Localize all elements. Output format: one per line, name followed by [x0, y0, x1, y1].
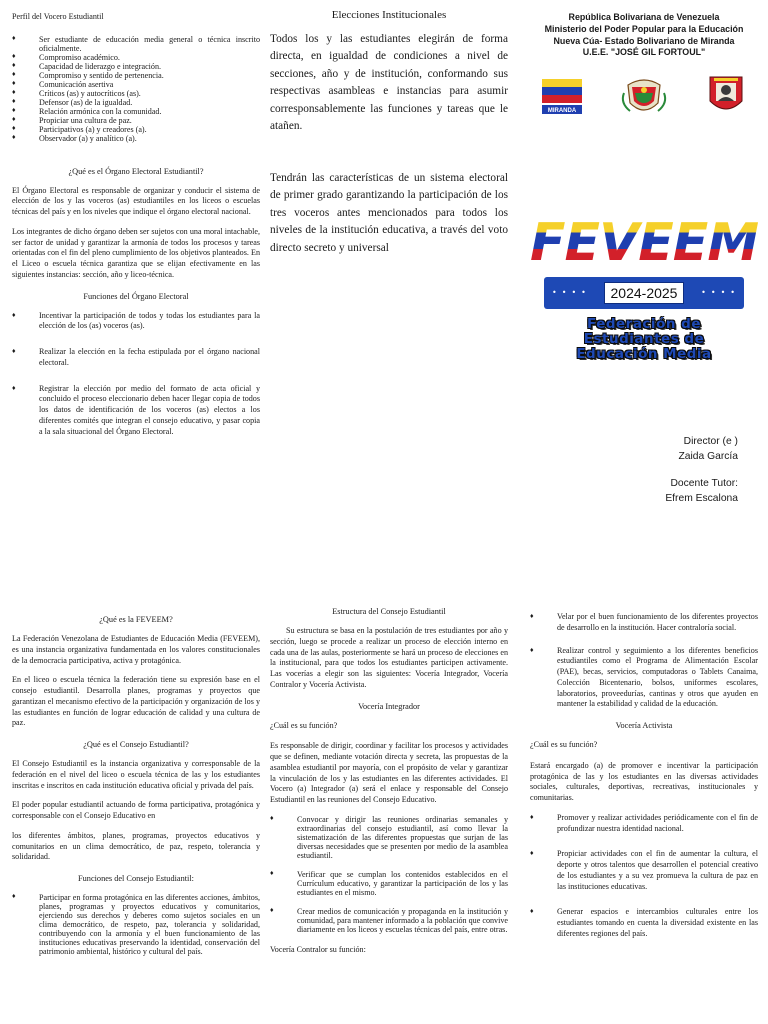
panel-cover — [530, 12, 758, 584]
list-item: ♦ Críticos (as) y autocríticos (as). — [12, 89, 260, 98]
list-item: ♦ Convocar y dirigir las reuniones ordinarias semanales y extraordinarias del consejo estudiantil, así como llevar la sistematización de las diferentes propuestas que surjan de las diversas necesidades que se presenten por medio de la asamblea estudiantil. — [270, 815, 508, 860]
list-item: ♦ Realizar la elección en la fecha estipulada por el órgano nacional electoral. — [12, 347, 260, 369]
list-item: ♦ Propiciar actividades con el fin de aumentar la cultura, el deporte y otros talentos que desarrollen el potencial creativo de los estudiantes y a su vez promueva la cultura de paz en las instituciones educativas. — [530, 849, 758, 892]
logos-row — [536, 71, 752, 121]
federation-name-line: Federación de — [587, 316, 701, 332]
panel-elecciones — [270, 8, 508, 580]
header-line: Nueva Cúa- Estado Bolivariano de Miranda — [553, 35, 735, 46]
consejo-paragraph-2: El poder popular estudiantil actuando de forma participativa, protagónica y corresponsable con el Consejo Educativo en — [12, 800, 260, 821]
year-band — [544, 277, 744, 309]
list-item: ♦ Verificar que se cumplan los contenidos establecidos en el Currículum educativo, y garantizar la participación de los y las estudiantes en el mismo. — [270, 870, 508, 897]
institution-header — [530, 12, 758, 59]
state-shield-logo — [618, 73, 670, 119]
list-item: ♦ Participativos (a) y creadores (a). — [12, 125, 260, 134]
panel-perfil-organo — [12, 12, 260, 584]
funciones-organo-list — [12, 311, 260, 438]
integrador-list — [270, 815, 508, 935]
profile-list — [12, 35, 260, 144]
feveem-paragraph-1: La Federación Venezolana de Estudiantes de Educación Media (FEVEEM), es una instancia organizativa fundamentada en los valores constitucionales de la democracia participativa, activa y protagónica. — [12, 634, 260, 665]
list-item: ♦ Comunicación asertiva — [12, 80, 260, 89]
list-item: ♦ Capacidad de liderazgo e integración. — [12, 62, 260, 71]
list-item: ♦ Compromiso académico. — [12, 53, 260, 62]
school-year: 2024-2025 — [604, 282, 685, 305]
activista-list — [530, 813, 758, 940]
feveem-wordmark: FEVEEM — [530, 213, 758, 273]
funciones-organo-title: Funciones del Órgano Electoral — [83, 291, 189, 301]
tutor-name: Efrem Escalona — [665, 493, 738, 505]
list-item: ♦ Generar espacios e intercambios culturales entre los estudiantes tomando en cuenta la diversidad existente en las diferentes regiones del país. — [530, 907, 758, 939]
miranda-logo-text: MIRANDA — [547, 108, 577, 114]
list-item: ♦ Realizar control y seguimiento a los diferentes beneficios estudiantiles como el Programa de Alimentación Escolar (PAE), becas, servicios, computadoras o Tablets Canaima, Colección Bicentenario, bolsos, uniformes escolares, laboratorios, proveedurías, cantinas y otros que ayuden en mantener la estabilidad y calidad de la educación. — [530, 646, 758, 711]
integrador-title: Vocería Integrador — [358, 701, 420, 711]
federation-name — [530, 317, 758, 362]
activista-question: ¿Cuál es su función? — [530, 740, 598, 750]
elecciones-paragraph-1: Todos los y las estudiantes elegirán de forma directa, en igualdad de condiciones a nivel de secciones, año y de institución, conformando sus respectivas asambleas e instancias para asumir corresponsablemente las funciones y tareas que le atañen. — [270, 32, 508, 133]
list-item: ♦ Crear medios de comunicación y propaganda en la institución y comunidad, para mantener informado a la población que convive diariamente en los liceos y escuelas técnicas del país, entre otras. — [270, 907, 508, 934]
contralor-question: Vocería Contralor su función: — [270, 944, 366, 954]
organo-paragraph-2: Los integrantes de dicho órgano deben ser sujetos con una moral intachable, ser factor de unidad y garantizar la armonía de todos los procesos y tareas orientadas con el fin del pleno cumplimiento de los objetivos planteados. En el Liceo o escuela técnica garantiza que se elijan efectivamente en las siguientes instancias: sección, año y liceo-técnica. — [12, 226, 260, 279]
elecciones-paragraph-2: Tendrán las características de un sistema electoral de primer grado garantizando la participación de los tres voceros antes mencionados para todos los niveles de la institución educativa, a través del voto directo secreto y universal — [270, 171, 508, 254]
header-line: Ministerio del Poder Popular para la Educación — [544, 23, 744, 34]
estructura-title: Estructura del Consejo Estudiantil — [332, 607, 446, 616]
tutor-role: Docente Tutor: — [670, 478, 738, 490]
estructura-paragraph: Su estructura se basa en la postulación de tres estudiantes por año y sección, luego se procede a realizar un proceso de elección interno en cada una de las aulas, posteriormente se hará un proceso de elecciones en la institucional, para que todos los estudiantes participen activamente. Las vocerías a elegir son las siguientes: Vocería Integrador, Vocería Contralor y Vocería Activista. — [270, 626, 508, 689]
integrador-paragraph: Es responsable de dirigir, coordinar y facilitar los procesos y actividades que se definen, mediante votación directa y secreta, las propuestas de la asamblea estudiantil por mayoría, con el propósito de velar y garantizar la vinculación de los y las estudiantes en las diferentes actividades. El Vocero (a) Integrador (a) será el enlace y responsable del Consejo Estudiantil en las reuniones del Consejo Educativo. — [270, 741, 508, 805]
consejo-paragraph-1: El Consejo Estudiantil es la instancia organizativa y corresponsable de la federación en el nivel del liceo o escuela técnica de las y los estudiantes inscritas e inscritos en cada institución educativa oficial y privada del país. — [12, 759, 260, 790]
list-item: ♦ Participar en forma protagónica en las diferentes acciones, ámbitos, planes, programas y proyectos educativos y comunitarios, ejerciendo sus derechos y deberes como sujetos sociales en un clima democrático, de respeto, paz, tolerancia y solidaridad, contribuyendo con la armonía y el buen funcionamiento de las instituciones educativas preservando la identidad, conservación del patrimonio ambiental, histórico y cultural del país. — [12, 893, 260, 956]
miranda-flag-logo — [536, 73, 588, 119]
organo-title: ¿Qué es el Órgano Electoral Estudiantil? — [68, 166, 204, 176]
federation-name-line: Estudiantes de — [583, 331, 705, 348]
staff-credits — [530, 435, 758, 507]
contralor-list — [530, 612, 758, 710]
feveem-logo — [530, 213, 758, 363]
list-item: ♦ Velar por el buen funcionamiento de los diferentes proyectos de desarrollo en la institución. Hacer contraloría social. — [530, 612, 758, 634]
federation-name-line: Educación Media — [576, 346, 712, 363]
list-item: ♦ Compromiso y sentido de pertenencia. — [12, 71, 260, 80]
dots-decoration-left: •••• — [552, 288, 591, 297]
school-crest-logo — [700, 73, 752, 119]
feveem-paragraph-2: En el liceo o escuela técnica la federación tiene su expresión base en el consejo estudiantil. Desarrolla planes, programas y proyectos que garantizan el mecanismo efectivo de la participación y organización de los y las estudiantes en función de lograr educación de calidad y una cultura de paz. — [12, 675, 260, 728]
list-item: ♦ Relación armónica con la comunidad. — [12, 107, 260, 116]
integrador-question: ¿Cuál es su función? — [270, 720, 338, 730]
list-item: ♦ Ser estudiante de educación media general o técnica inscrito oficialmente. — [12, 35, 260, 53]
header-line: República Bolivariana de Venezuela — [568, 12, 720, 22]
list-item: ♦ Observador (a) y analítico (a). — [12, 134, 260, 143]
funciones-consejo-title: Funciones del Consejo Estudiantil: — [78, 874, 194, 884]
header-line: U.E.E. "JOSÉ GIL FORTOUL" — [582, 47, 706, 58]
funciones-consejo-list — [12, 893, 260, 956]
activista-title: Vocería Activista — [615, 721, 673, 730]
list-item: ♦ Propiciar una cultura de paz. — [12, 116, 260, 125]
panel-feveem-consejo — [12, 604, 260, 1024]
director-name: Zaida García — [678, 451, 738, 463]
elecciones-title: Elecciones Institucionales — [331, 9, 447, 21]
panel-estructura — [270, 604, 508, 1024]
activista-paragraph: Estará encargado (a) de promover e incentivar la participación protagónica de las y los estudiantes en las diversas actividades sociales, culturales, deportivas, recreativas, institucionales y comunitarias. — [530, 760, 758, 803]
list-item: ♦ Defensor (as) de la igualdad. — [12, 98, 260, 107]
list-item: ♦ Registrar la elección por medio del formato de acta oficial y concluido el proceso eleccionario deben hacer llegar copia de todos los datos de identificación de los voceros (as) electos a los diferentes comités que integran el consejo educativo, y pasar copia a la sala situacional del Órgano Electoral. — [12, 384, 260, 438]
feveem-question: ¿Qué es la FEVEEM? — [99, 615, 173, 624]
profile-title: Perfil del Vocero Estudiantil — [12, 12, 104, 21]
dots-decoration-right: •••• — [701, 288, 740, 297]
director-role: Director (e ) — [683, 436, 738, 448]
list-item: ♦ Promover y realizar actividades periódicamente con el fin de profundizar nuestra identidad nacional. — [530, 813, 758, 835]
panel-contralor-activista — [530, 612, 758, 1024]
list-item: ♦ Incentivar la participación de todos y todas los estudiantes para la elección de los (as) voceros (as). — [12, 311, 260, 333]
consejo-paragraph-3: los diferentes ámbitos, planes, programas, proyectos educativos y comunitarios en un clima democrático, de paz, respeto, tolerancia y solidaridad. — [12, 830, 260, 862]
consejo-question: ¿Qué es el Consejo Estudiantil? — [83, 740, 189, 750]
organo-paragraph-1: El Órgano Electoral es responsable de organizar y conducir el sistema de elección de los y las voceros (as) estudiantiles en los liceos o escuelas técnicas del país y en los niveles que indique el órgano electoral nacional. — [12, 185, 260, 217]
